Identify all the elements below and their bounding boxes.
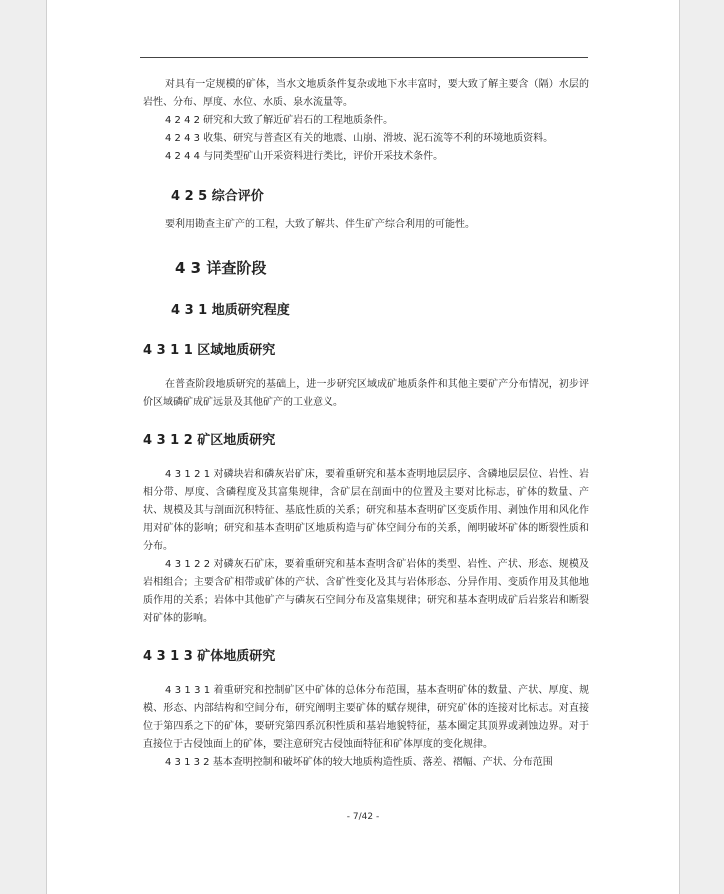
page-content [143,76,589,772]
paragraph: 对具有一定规模的矿体，当水文地质条件复杂或地下水丰富时，要大致了解主要含（隔）水层的岩性、分布、厚度、水位、水质、泉水流量等。 [143,79,589,108]
paragraph: 要利用勘查主矿产的工程，大致了解共、伴生矿产综合利用的可能性。 [165,219,475,230]
heading-4312: 4 3 1 2 矿区地质研究 [143,433,276,448]
clause-4244: 4 2 4 4 与同类型矿山开采资料进行类比，评价开采技术条件。 [165,151,444,162]
clause-43131: 4 3 1 3 1 着重研究和控制矿区中矿体的总体分布范围，基本查明矿体的数量、产状、厚度、规模、形态、内部结构和空间分布，研究阐明主要矿体的赋存规律，研究矿体的连接对比标志。对直接位于第四系之下的矿体，要研究第四系沉积性质和基岩地貌特征，基本圈定其顶界或剥蚀边界。对于直接位于古侵蚀面上的矿体，要注意研究古侵蚀面特征和矿体厚度的变化规律。 [143,685,589,750]
clause-43132: 4 3 1 3 2 基本查明控制和破坏矿体的较大地质构造性质、落差、褶幅、产状、分布范围 [165,757,553,768]
document-page [46,0,680,894]
clause-4243: 4 2 4 3 收集、研究与普查区有关的地震、山崩、滑坡、泥石流等不利的环境地质资料。 [165,133,554,144]
clause-4242: 4 2 4 2 研究和大致了解近矿岩石的工程地质条件。 [165,115,394,126]
clause-43121: 4 3 1 2 1 对磷块岩和磷灰岩矿床，要着重研究和基本查明地层层序、含磷地层层位、岩性、岩相分带、厚度、含磷程度及其富集规律，含矿层在剖面中的位置及主要对比标志，矿体的数量、产状、规模及其与剖面沉积特征、基底性质的关系；研究和基本查明矿区变质作用、剥蚀作用和风化作用对矿体的影响；研究和基本查明矿区地质构造与矿体空间分布的关系，阐明破坏矿体的断裂性质和分布。 [143,469,589,552]
paragraph: 在普查阶段地质研究的基础上，进一步研究区域成矿地质条件和其他主要矿产分布情况，初步评价区域磷矿成矿远景及其他矿产的工业意义。 [143,379,589,408]
heading-4311: 4 3 1 1 区域地质研究 [143,343,276,358]
header-rule [140,57,588,58]
heading-425: 4 2 5 综合评价 [171,189,264,204]
clause-43122: 4 3 1 2 2 对磷灰石矿床，要着重研究和基本查明含矿岩体的类型、岩性、产状、形态、规模及岩相组合；主要含矿相带或矿体的产状、含矿性变化及其与岩体形态、分异作用、变质作用及其他地质作用的关系；岩体中其他矿产与磷灰石空间分布及富集规律；研究和基本查明成矿后岩浆岩和断裂对矿体的影响。 [143,559,589,624]
heading-4313: 4 3 1 3 矿体地质研究 [143,649,276,664]
heading-43: 4 3 详查阶段 [175,259,267,277]
heading-431: 4 3 1 地质研究程度 [171,303,290,318]
page-number: - 7/42 - [346,812,380,822]
